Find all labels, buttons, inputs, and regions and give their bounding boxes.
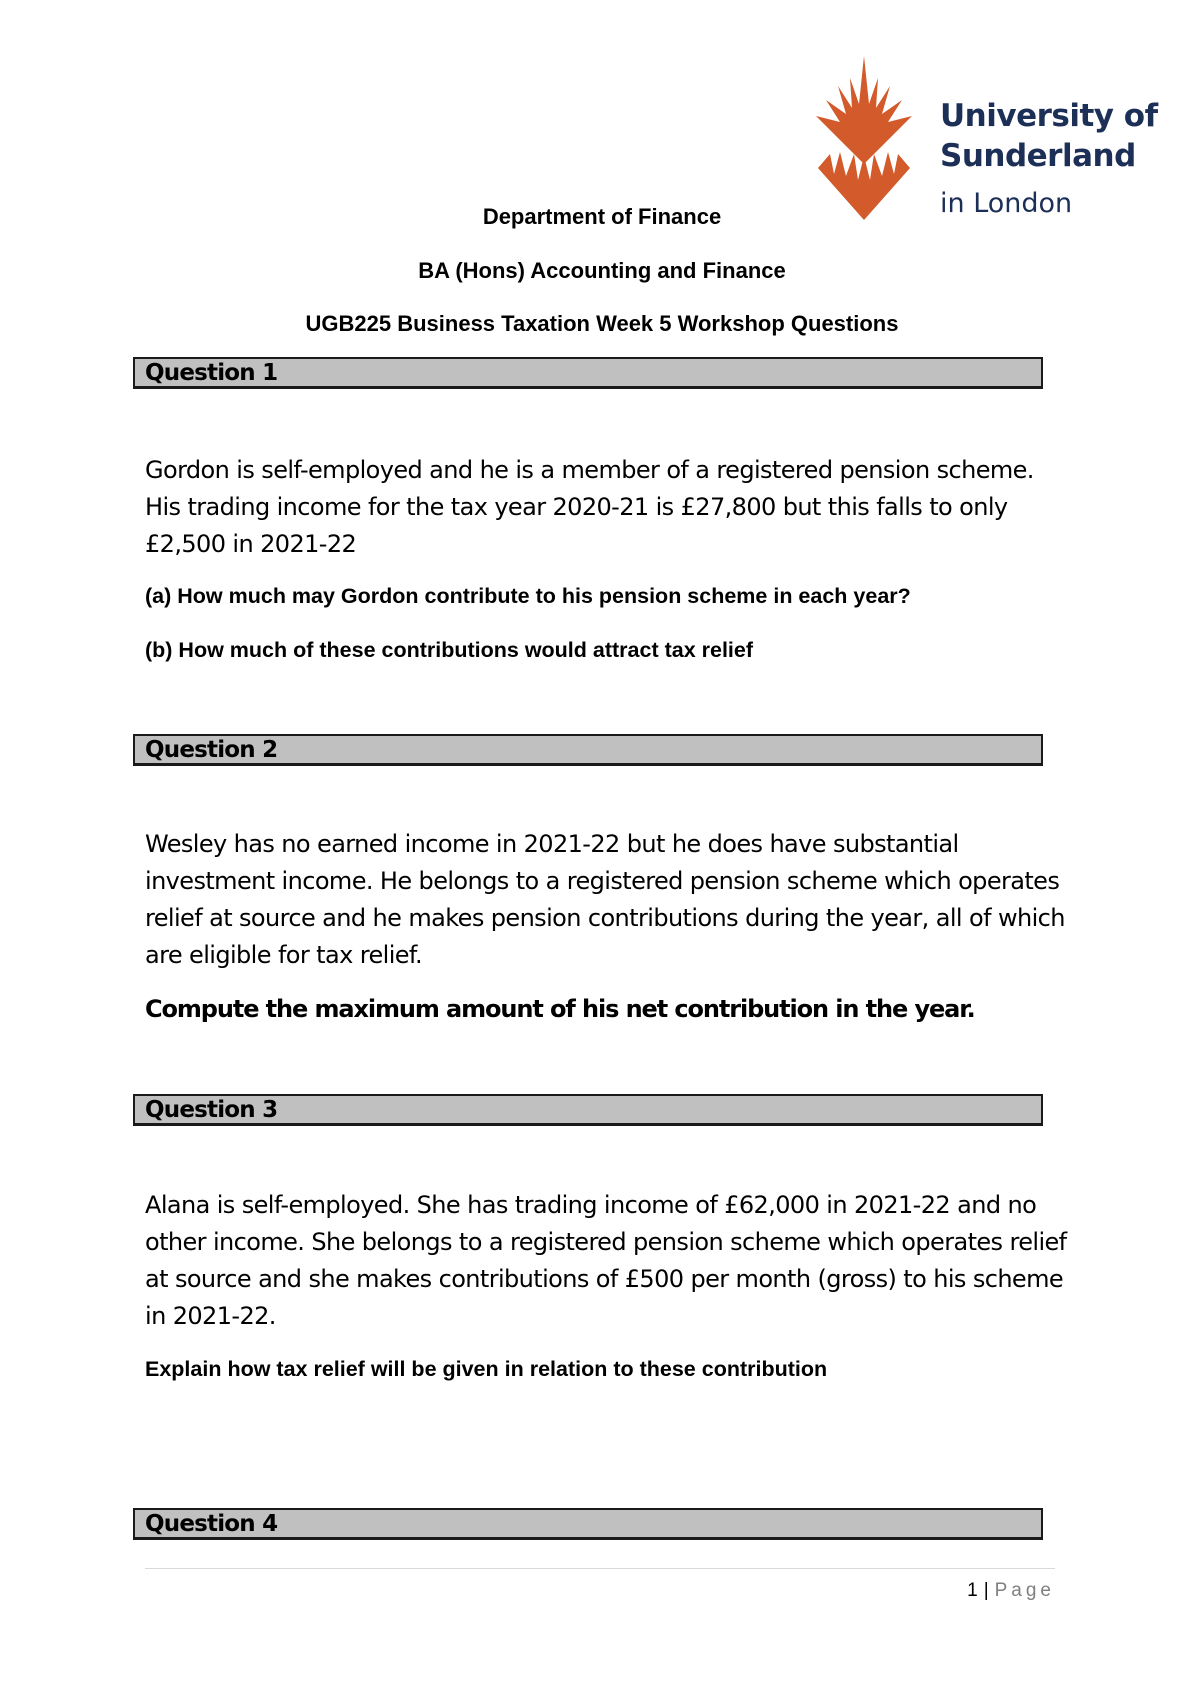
document-title: UGB225 Business Taxation Week 5 Workshop Questions xyxy=(305,311,899,336)
page-footer xyxy=(967,1580,1055,1602)
question-3-label: Question 3 xyxy=(145,1097,278,1123)
logo-line-university-of: University of xyxy=(940,98,1158,134)
question-1-label: Question 1 xyxy=(145,360,278,386)
question-2-label: Question 2 xyxy=(145,737,278,763)
question-3-body: Alana is self-employed. She has trading income of £62,000 in 2021-22 and no other income. She belongs to a registered pension scheme which operates relief at source and she makes contributions of £500 per month (gross) to his scheme in 2021-22. xyxy=(145,1191,1067,1330)
question-1-bar xyxy=(133,357,1043,389)
logo-line-sunderland: Sunderland xyxy=(940,138,1136,174)
programme-heading: BA (Hons) Accounting and Finance xyxy=(418,258,786,283)
question-4-bar xyxy=(133,1508,1043,1540)
question-1-body: Gordon is self-employed and he is a member of a registered pension scheme. His trading income for the tax year 2020-21 is £27,800 but this falls to only £2,500 in 2021-22 xyxy=(145,456,1034,558)
question-1-part-b: (b) How much of these contributions would attract tax relief xyxy=(145,638,754,662)
question-3-bar xyxy=(133,1094,1043,1126)
question-4-label: Question 4 xyxy=(145,1511,278,1537)
university-logo-icon xyxy=(816,56,912,222)
footer-divider xyxy=(145,1568,1055,1569)
question-2-bar xyxy=(133,734,1043,766)
question-2-body: Wesley has no earned income in 2021-22 but he does have substantial investment income. He belongs to a registered pension scheme which operates relief at source and he makes pension contributions during the year, all of which are eligible for tax relief. xyxy=(145,830,1065,969)
logo-line-in-london: in London xyxy=(940,188,1073,219)
department-heading: Department of Finance xyxy=(482,204,722,229)
question-1-part-a: (a) How much may Gordon contribute to his pension scheme in each year? xyxy=(145,584,911,608)
page-number: 1 xyxy=(967,1580,978,1601)
question-3-task: Explain how tax relief will be given in relation to these contribution xyxy=(145,1357,828,1381)
page-label: Page xyxy=(994,1580,1055,1601)
footer-separator: | xyxy=(983,1580,989,1601)
question-2-task: Compute the maximum amount of his net contribution in the year. xyxy=(145,995,975,1023)
